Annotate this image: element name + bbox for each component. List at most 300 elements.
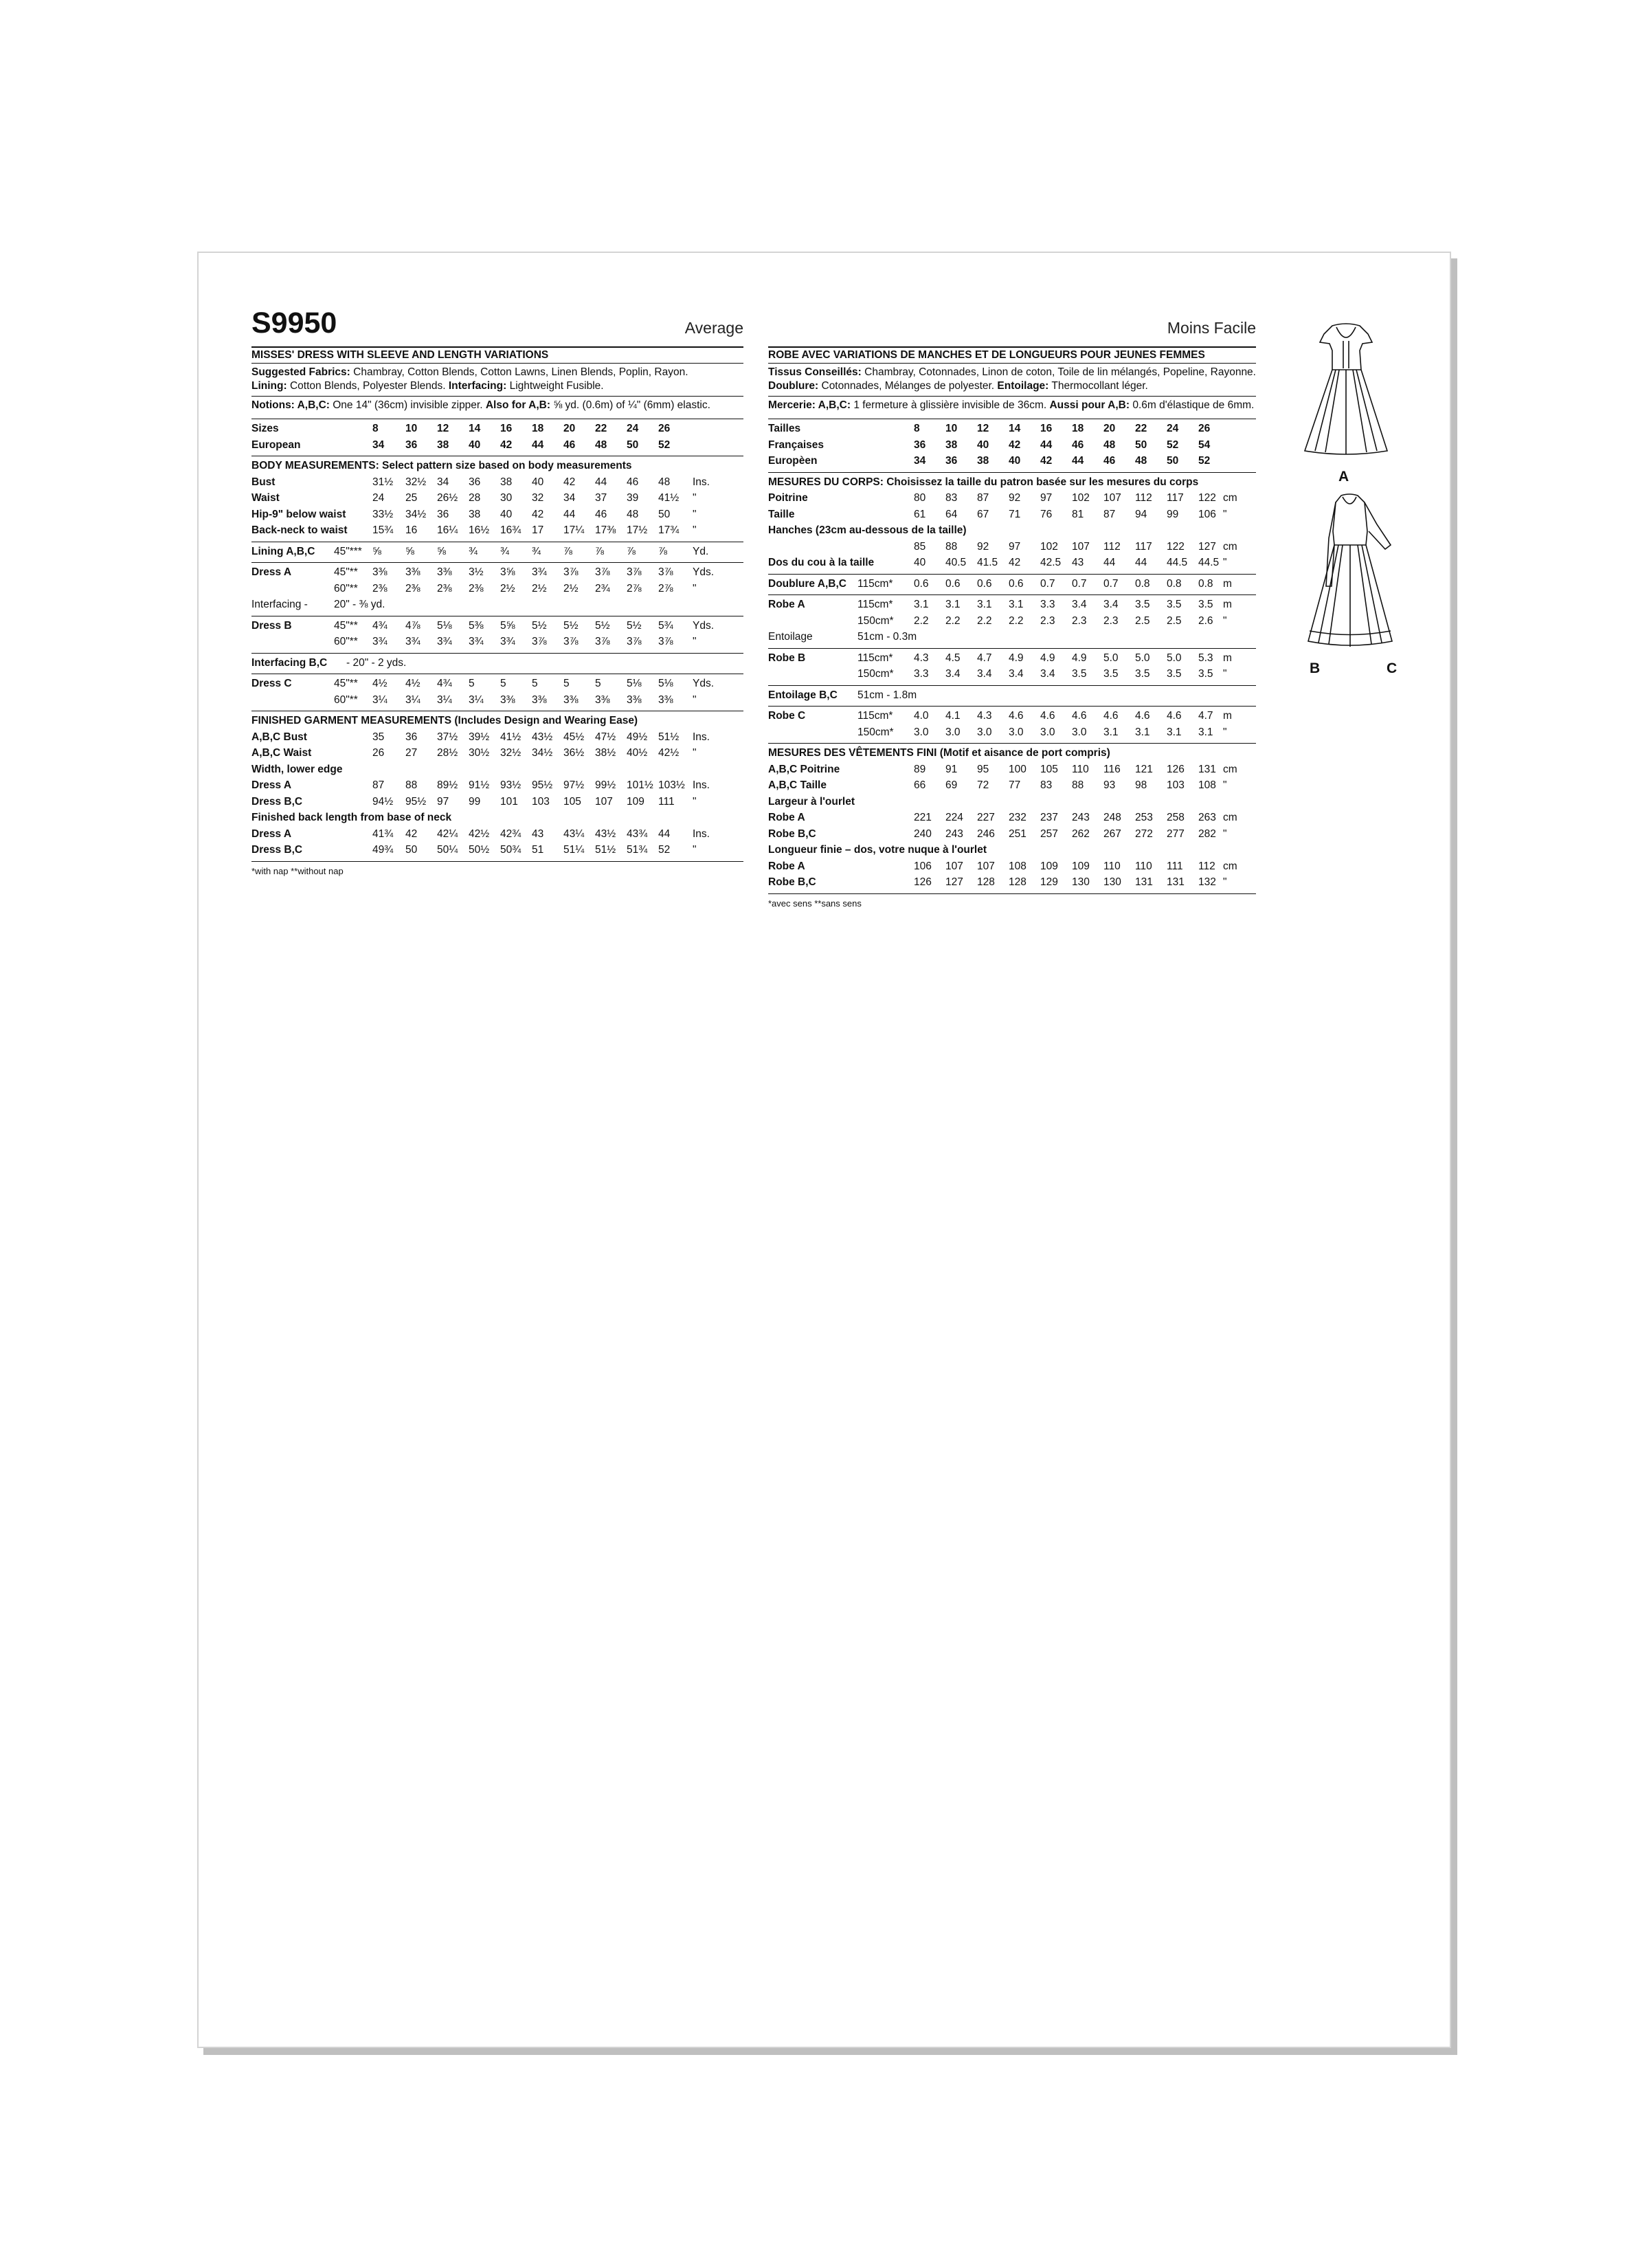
table-cell: 40: [469, 438, 481, 451]
table-cell: 3⅜: [563, 693, 579, 706]
table-cell: 3.4: [977, 668, 992, 680]
also-label: Also for A,B:: [485, 399, 551, 411]
row-unit: Ins.: [693, 779, 710, 791]
row-unit: ": [693, 508, 697, 520]
row-width: 115cm*: [857, 652, 893, 664]
yardage-group: [251, 616, 743, 650]
table-cell: 16¼: [437, 524, 458, 536]
fabrics-text-fr: Chambray, Cotonnades, Linon de coton, Toile de lin mélangés, Popeline, Rayonne.: [861, 366, 1256, 378]
table-cell: 38: [469, 508, 481, 520]
table-cell: 33½: [372, 508, 394, 520]
table-cell: 2¾: [595, 582, 610, 594]
pattern-envelope-sheet: [197, 252, 1451, 2048]
table-cell: 3¼: [437, 693, 452, 706]
notions-block: [251, 396, 743, 416]
table-cell: 35: [372, 731, 385, 743]
table-cell: 5⅛: [627, 678, 642, 689]
fabrics-text: Chambray, Cotton Blends, Cotton Lawns, Linen Blends, Poplin, Rayon.: [350, 366, 688, 378]
table-cell: 44: [595, 476, 607, 488]
table-cell: 94: [1135, 508, 1147, 520]
table-cell: 25: [405, 492, 418, 504]
table-cell: 87: [372, 779, 385, 791]
table-cell: 10: [405, 423, 418, 434]
table-cell: 102: [1040, 540, 1058, 553]
row-unit: ": [693, 636, 697, 647]
table-cell: 103½: [658, 779, 685, 791]
table-cell: 44: [1103, 557, 1116, 568]
table-cell: 2½: [563, 582, 579, 594]
table-cell: 39½: [469, 731, 490, 743]
table-cell: 121: [1135, 763, 1153, 775]
table-cell: 3.5: [1198, 599, 1213, 610]
table-cell: 3⅜: [658, 693, 673, 706]
pattern-title: MISSES' DRESS WITH SLEEVE AND LENGTH VARIATIONS: [251, 346, 743, 363]
table-cell: 127: [945, 876, 963, 888]
table-cell: 106: [1198, 508, 1216, 520]
table-cell: 3.3: [914, 668, 929, 680]
table-cell: 26½: [437, 492, 458, 504]
finished-measurements: [251, 711, 743, 858]
table-row: [768, 826, 1256, 843]
table-cell: 109: [1072, 860, 1090, 872]
table-cell: 50: [405, 844, 418, 856]
row-width: 51cm - 0.3m: [857, 631, 917, 643]
row-width: 60"**: [334, 636, 358, 647]
table-cell: 3.1: [1167, 726, 1182, 738]
table-cell: 20: [1103, 423, 1116, 434]
table-cell: 3⅞: [595, 636, 610, 647]
table-cell: 52: [658, 438, 671, 451]
table-cell: 272: [1135, 827, 1153, 840]
table-cell: 107: [1072, 540, 1090, 553]
table-cell: 3.5: [1135, 599, 1150, 610]
table-cell: 282: [1198, 827, 1216, 840]
row-label: Dress A: [251, 827, 292, 840]
table-cell: 2.2: [977, 614, 992, 627]
table-cell: 106: [914, 860, 932, 872]
row-unit: ": [1223, 827, 1227, 840]
table-cell: 4.6: [1167, 710, 1182, 722]
table-row: [768, 810, 1256, 826]
table-cell: 12: [977, 423, 989, 434]
table-cell: 4.6: [1009, 710, 1024, 722]
table-cell: 93½: [500, 779, 521, 791]
table-cell: 92: [977, 540, 989, 553]
table-cell: 3½: [469, 566, 484, 578]
table-cell: 5.0: [1103, 652, 1119, 664]
table-cell: 3.0: [1040, 726, 1055, 738]
table-cell: 5.0: [1135, 652, 1150, 664]
row-label: Robe B: [768, 652, 806, 664]
table-cell: 88: [1072, 779, 1084, 791]
table-cell: 111: [658, 795, 675, 808]
row-width: 115cm*: [857, 599, 893, 610]
table-cell: 2⅜: [372, 582, 388, 594]
row-label: Taille: [768, 508, 795, 520]
row-label: Dress C: [251, 678, 292, 689]
row-unit: ": [1223, 508, 1227, 520]
table-cell: 43¾: [627, 827, 648, 840]
table-cell: 52: [1167, 438, 1179, 451]
footnote-fr: *avec sens **sans sens: [768, 893, 1256, 909]
table-row: [251, 777, 743, 794]
footnote: *with nap **without nap: [251, 861, 743, 876]
table-cell: 40: [532, 476, 544, 488]
table-cell: 48: [1135, 455, 1147, 467]
pattern-code: S9950: [251, 307, 337, 340]
row-unit: ": [1223, 614, 1227, 627]
table-cell: 88: [945, 540, 958, 553]
fabrics-block: [251, 363, 743, 396]
table-cell: 3.1: [1198, 726, 1213, 738]
table-cell: 0.6: [1009, 577, 1024, 590]
table-cell: 44: [563, 508, 576, 520]
row-unit: ": [693, 524, 697, 536]
table-cell: 32: [532, 492, 544, 504]
table-cell: ⅞: [627, 545, 636, 557]
table-cell: 107: [595, 795, 613, 808]
table-cell: 42½: [469, 827, 490, 840]
table-cell: 48: [627, 508, 639, 520]
yardage-group: [768, 648, 1256, 682]
notions-block-fr: [768, 396, 1256, 416]
notions-label-fr: Mercerie: A,B,C:: [768, 399, 851, 411]
table-cell: ⅝: [437, 545, 446, 557]
table-row: [251, 581, 743, 597]
table-cell: 47½: [595, 731, 616, 743]
table-row: [768, 650, 1256, 667]
lining-label-fr: Doublure:: [768, 380, 819, 392]
table-cell: 36: [405, 731, 418, 743]
table-cell: 85: [914, 540, 926, 553]
table-cell: 4½: [372, 678, 388, 689]
table-cell: 40.5: [945, 557, 967, 568]
table-cell: 46: [563, 438, 576, 451]
table-cell: 5½: [563, 619, 579, 632]
table-row: [251, 421, 743, 437]
table-cell: 3⅞: [658, 566, 673, 578]
table-cell: 52: [1198, 455, 1211, 467]
table-cell: 3¾: [532, 566, 547, 578]
table-cell: 3.4: [1072, 599, 1087, 610]
table-cell: 36: [914, 438, 926, 451]
table-cell: 41¾: [372, 827, 394, 840]
sizes-table-fr: [768, 419, 1256, 469]
table-cell: 3.0: [1072, 726, 1087, 738]
table-cell: ⅞: [595, 545, 604, 557]
row-width: 51cm - 1.8m: [857, 689, 917, 701]
table-cell: 40½: [627, 747, 648, 759]
row-width: - 20" - 2 yds.: [346, 656, 407, 669]
table-cell: 3.5: [1103, 668, 1119, 680]
table-cell: 112: [1198, 860, 1215, 872]
table-cell: 42: [532, 508, 544, 520]
table-cell: 42: [500, 438, 513, 451]
table-cell: 31½: [372, 476, 394, 488]
notions-text-fr: 1 fermeture à glissière invisible de 36cm.: [851, 399, 1050, 411]
also-text-fr: 0.6m d'élastique de 6mm.: [1130, 399, 1255, 411]
table-cell: 34½: [532, 747, 553, 759]
table-cell: 34½: [405, 508, 427, 520]
table-cell: 17¾: [658, 524, 680, 536]
table-cell: 109: [1040, 860, 1058, 872]
table-cell: 41.5: [977, 557, 998, 568]
table-cell: 2.3: [1072, 614, 1087, 627]
table-cell: 83: [945, 492, 958, 504]
row-label: Robe A: [768, 860, 805, 872]
table-cell: 34: [914, 455, 926, 467]
fabrics-label-fr: Tissus Conseillés:: [768, 366, 862, 378]
yardage-table-fr: [768, 574, 1256, 741]
section-heading: Finished back length from base of neck: [251, 812, 452, 823]
table-row: [768, 629, 1256, 645]
table-cell: 92: [1009, 492, 1021, 504]
table-cell: 4.7: [977, 652, 992, 664]
table-cell: 4.3: [977, 710, 992, 722]
interfacing-text: Lightweight Fusible.: [506, 380, 604, 392]
table-cell: 8: [372, 423, 379, 434]
table-cell: 0.6: [977, 577, 992, 590]
table-cell: 41½: [658, 492, 680, 504]
table-cell: 3.0: [1009, 726, 1024, 738]
row-width: 150cm*: [857, 668, 894, 680]
table-row: [251, 634, 743, 650]
table-cell: 17¼: [563, 524, 585, 536]
table-cell: 5.3: [1198, 652, 1213, 664]
table-cell: 50: [627, 438, 639, 451]
table-cell: 4¾: [437, 678, 452, 689]
table-cell: 263: [1198, 812, 1216, 823]
table-cell: 131: [1135, 876, 1153, 888]
table-cell: 18: [532, 423, 544, 434]
table-cell: 131: [1167, 876, 1185, 888]
row-label: Entoilage B,C: [768, 689, 838, 701]
table-cell: 97: [437, 795, 449, 808]
row-label: A,B,C Waist: [251, 747, 312, 759]
table-row: [768, 613, 1256, 630]
table-cell: 40: [977, 438, 989, 451]
table-cell: 50½: [469, 844, 490, 856]
yardage-group: [251, 674, 743, 708]
view-a-label: A: [1338, 469, 1349, 485]
table-cell: ⅞: [563, 545, 572, 557]
table-cell: 4½: [405, 678, 420, 689]
table-cell: 97½: [563, 779, 585, 791]
table-cell: ¾: [500, 545, 509, 557]
table-cell: 16¾: [500, 524, 521, 536]
yardage-group: [768, 594, 1256, 645]
table-cell: 17½: [627, 524, 648, 536]
table-cell: 46: [627, 476, 639, 488]
section-heading: Longueur finie – dos, votre nuque à l'ourlet: [768, 844, 987, 856]
table-row: [251, 522, 743, 539]
table-row: [768, 724, 1256, 741]
sizes-table: [251, 419, 743, 453]
view-c-label: C: [1387, 660, 1398, 676]
table-cell: 232: [1009, 812, 1027, 823]
table-cell: 3⅞: [563, 636, 579, 647]
table-cell: 101½: [627, 779, 653, 791]
table-cell: 5: [563, 678, 570, 689]
yardage-group: [251, 542, 743, 560]
table-row: [768, 708, 1256, 724]
row-unit: ": [1223, 668, 1227, 680]
table-cell: 14: [469, 423, 481, 434]
row-label: Robe B,C: [768, 876, 816, 888]
table-cell: 3.1: [1009, 599, 1024, 610]
table-cell: 111: [1167, 860, 1183, 872]
table-cell: ¾: [532, 545, 541, 557]
table-cell: 44.5: [1167, 557, 1188, 568]
table-cell: 50: [1167, 455, 1179, 467]
table-cell: 15¾: [372, 524, 394, 536]
table-cell: 95: [977, 763, 989, 775]
table-cell: 43½: [532, 731, 553, 743]
table-cell: 80: [914, 492, 926, 504]
table-cell: 54: [1198, 438, 1211, 451]
table-cell: 24: [627, 423, 639, 434]
table-cell: 5: [500, 678, 506, 689]
table-cell: 3.5: [1167, 668, 1182, 680]
notions-label: Notions: A,B,C:: [251, 399, 330, 411]
table-cell: 51½: [658, 731, 680, 743]
table-row: [768, 874, 1256, 891]
table-cell: 246: [977, 827, 995, 840]
table-row: [768, 555, 1256, 571]
table-cell: ⅝: [372, 545, 381, 557]
row-label: Poitrine: [768, 492, 808, 504]
table-cell: 3.1: [945, 599, 961, 610]
table-cell: 129: [1040, 876, 1058, 888]
row-label: Dress B,C: [251, 844, 303, 856]
table-cell: 26: [658, 423, 671, 434]
fabrics-block-fr: [768, 363, 1256, 396]
table-cell: 99: [469, 795, 481, 808]
table-cell: 97: [1009, 540, 1021, 553]
table-cell: 32½: [405, 476, 427, 488]
table-cell: 2.2: [1009, 614, 1024, 627]
table-cell: 0.8: [1198, 577, 1213, 590]
yardage-table: [251, 542, 743, 709]
table-cell: 126: [914, 876, 932, 888]
yardage-group: [251, 653, 743, 671]
row-label: A,B,C Bust: [251, 731, 307, 743]
row-width: 45"**: [334, 619, 358, 632]
row-unit: Ins.: [693, 731, 710, 743]
table-cell: 37½: [437, 731, 458, 743]
table-cell: 36: [469, 476, 481, 488]
table-cell: 0.8: [1135, 577, 1150, 590]
row-label: Robe B,C: [768, 827, 816, 840]
table-cell: 5½: [532, 619, 547, 632]
table-cell: 48: [595, 438, 607, 451]
dress-a-drawing: [1291, 320, 1401, 465]
difficulty-level: Average: [684, 319, 743, 337]
table-cell: 50: [658, 508, 671, 520]
table-cell: 46: [1072, 438, 1084, 451]
table-cell: 3¾: [372, 636, 388, 647]
table-cell: ¾: [469, 545, 478, 557]
yardage-group: [768, 574, 1256, 592]
table-cell: 0.7: [1072, 577, 1087, 590]
row-unit: ": [693, 492, 697, 504]
yardage-group: [768, 706, 1256, 740]
table-cell: 131: [1198, 763, 1216, 775]
table-cell: 4.9: [1040, 652, 1055, 664]
table-row: [768, 666, 1256, 682]
table-cell: ⅝: [405, 545, 414, 557]
view-b-label: B: [1310, 660, 1321, 676]
table-cell: 107: [945, 860, 963, 872]
table-cell: 2.2: [945, 614, 961, 627]
table-cell: 87: [1103, 508, 1116, 520]
row-label: Dos du cou à la taille: [768, 557, 875, 568]
table-cell: 2.2: [914, 614, 929, 627]
table-cell: 110: [1103, 860, 1121, 872]
table-cell: 94½: [372, 795, 394, 808]
row-label: Interfacing B,C: [251, 656, 328, 669]
lining-text: Cotton Blends, Polyester Blends.: [287, 380, 449, 392]
table-row: [251, 544, 743, 560]
table-cell: 10: [945, 423, 958, 434]
table-cell: 4⅞: [405, 619, 420, 632]
table-row: [251, 729, 743, 746]
row-unit: ": [1223, 876, 1227, 888]
table-cell: 38: [977, 455, 989, 467]
row-width: 150cm*: [857, 614, 894, 627]
table-cell: 0.6: [914, 577, 929, 590]
table-row: [251, 474, 743, 491]
body-measurements: [251, 456, 743, 539]
table-cell: 2½: [532, 582, 547, 594]
table-row: [251, 597, 743, 613]
table-cell: 5¾: [658, 619, 673, 632]
row-width: 45"**: [334, 678, 358, 689]
table-row: [251, 437, 743, 454]
table-cell: 110: [1072, 763, 1089, 775]
table-cell: 0.7: [1103, 577, 1119, 590]
table-cell: 4.6: [1103, 710, 1119, 722]
interfacing-label-fr: Entoilage:: [997, 380, 1049, 392]
table-row: [251, 794, 743, 810]
table-cell: 3⅞: [627, 566, 642, 578]
also-label-fr: Aussi pour A,B:: [1049, 399, 1130, 411]
row-width: 115cm*: [857, 577, 893, 590]
fabrics-label: Suggested Fabrics:: [251, 366, 350, 378]
table-cell: 26: [1198, 423, 1211, 434]
row-label: A,B,C Poitrine: [768, 763, 840, 775]
table-cell: 4.6: [1072, 710, 1087, 722]
table-cell: 42: [1009, 557, 1021, 568]
table-cell: 257: [1040, 827, 1058, 840]
table-cell: 43½: [595, 827, 616, 840]
table-cell: 3⅞: [595, 566, 610, 578]
table-cell: 38: [437, 438, 449, 451]
table-cell: 2.3: [1103, 614, 1119, 627]
table-cell: 28½: [437, 747, 458, 759]
table-cell: 34: [372, 438, 385, 451]
table-cell: 14: [1009, 423, 1021, 434]
table-cell: 36: [945, 455, 958, 467]
table-cell: 42.5: [1040, 557, 1062, 568]
table-row: [251, 826, 743, 843]
table-cell: 28: [469, 492, 481, 504]
table-cell: 5: [532, 678, 538, 689]
table-cell: 4.0: [914, 710, 929, 722]
table-cell: 50¾: [500, 844, 521, 856]
table-cell: 3¾: [437, 636, 452, 647]
table-cell: ⅞: [658, 545, 667, 557]
